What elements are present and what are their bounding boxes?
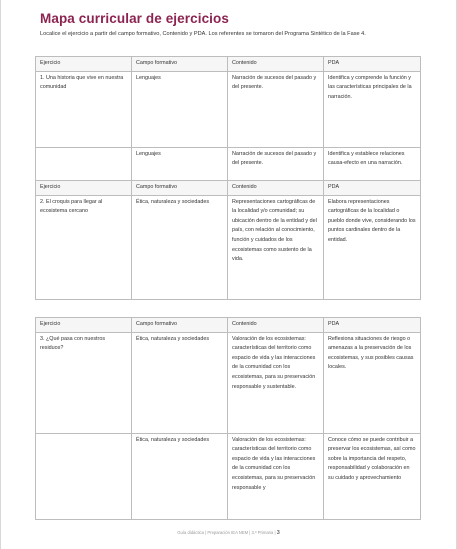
cell-pda: Identifica y comprende la función y las características principales de la narración. [324, 71, 421, 147]
cell-pda: Identifica y establece relaciones causa-efecto en una narración. [324, 147, 421, 195]
header-campo-formativo: Campo formativo [132, 181, 228, 196]
header-campo-formativo: Campo formativo [132, 57, 228, 72]
cell-pda: Conoce cómo se puede contribuir a preservar los ecosistemas, así como sobre la importancia del respeto, responsabilidad y colaboración en su cuidado y aprovechamiento [324, 433, 421, 519]
curriculum-table-3 [35, 317, 421, 520]
page-title: Mapa curricular de ejercicios [40, 11, 229, 26]
cell-campo-formativo: Ética, naturaleza y sociedades [132, 332, 228, 433]
cell-contenido: Narración de sucesos del pasado y del presente. [228, 71, 324, 147]
cell-campo-formativo: Ética, naturaleza y sociedades [132, 433, 228, 519]
cell-ejercicio: 2. El croquis para llegar al ecosistema cercano [36, 195, 132, 299]
cell-pda: Reflexiona situaciones de riesgo o amenazas a la preservación de los ecosistemas, y sus posibles causas locales. [324, 332, 421, 433]
table-header-row [36, 318, 421, 333]
cell-contenido: Valoración de los ecosistemas: características del territorio como espacio de vida y las interacciones de la comunidad con los ecosistemas, para su preservación responsable y [228, 433, 324, 519]
table-header-row [36, 57, 421, 72]
intro-paragraph: Localice el ejercicio a partir del campo formativo, Contenido y PDA. Los referentes se tomaron del Programa Sintético de la Fase 4. [40, 31, 366, 37]
curriculum-table-1 [35, 56, 421, 196]
table-row [36, 71, 421, 147]
cell-ejercicio: 3. ¿Qué pasa con nuestros residuos? [36, 332, 132, 433]
cell-contenido: Valoración de los ecosistemas: características del territorio como espacio de vida y las interacciones de la comunidad con los ecosistemas, para su preservación responsable y sustentable. [228, 332, 324, 433]
header-pda: PDA [324, 181, 421, 196]
header-contenido: Contenido [228, 57, 324, 72]
header-ejercicio: Ejercicio [36, 318, 132, 333]
curriculum-table-2 [35, 180, 421, 300]
header-pda: PDA [324, 318, 421, 333]
cell-contenido: Narración de sucesos del pasado y del presente. [228, 147, 324, 195]
cell-ejercicio [36, 433, 132, 519]
header-ejercicio: Ejercicio [36, 181, 132, 196]
table-header-row [36, 181, 421, 196]
header-pda: PDA [324, 57, 421, 72]
header-contenido: Contenido [228, 181, 324, 196]
cell-contenido: Representaciones cartográficas de la localidad y/o comunidad; su ubicación dentro de la entidad y del país, con relación al conocimiento, función y cuidados de los ecosistemas como sustento de la vida. [228, 195, 324, 299]
header-ejercicio: Ejercicio [36, 57, 132, 72]
cell-ejercicio: 1. Una historia que vive en nuestra comunidad [36, 71, 132, 147]
cell-pda: Elabora representaciones cartográficas de la localidad o pueblo donde vive, considerando los puntos cardinales dentro de la entidad. [324, 195, 421, 299]
page-footer [0, 530, 457, 536]
cell-campo-formativo: Lenguajes [132, 147, 228, 195]
cell-campo-formativo: Lenguajes [132, 71, 228, 147]
table-row [36, 433, 421, 519]
table-row [36, 195, 421, 299]
table-row [36, 332, 421, 433]
footer-text: Guía didáctica | Preparación IEA NEM | 3.º Primaria | [177, 530, 276, 535]
header-contenido: Contenido [228, 318, 324, 333]
cell-campo-formativo: Ética, naturaleza y sociedades [132, 195, 228, 299]
header-campo-formativo: Campo formativo [132, 318, 228, 333]
page-number: 3 [276, 530, 280, 536]
